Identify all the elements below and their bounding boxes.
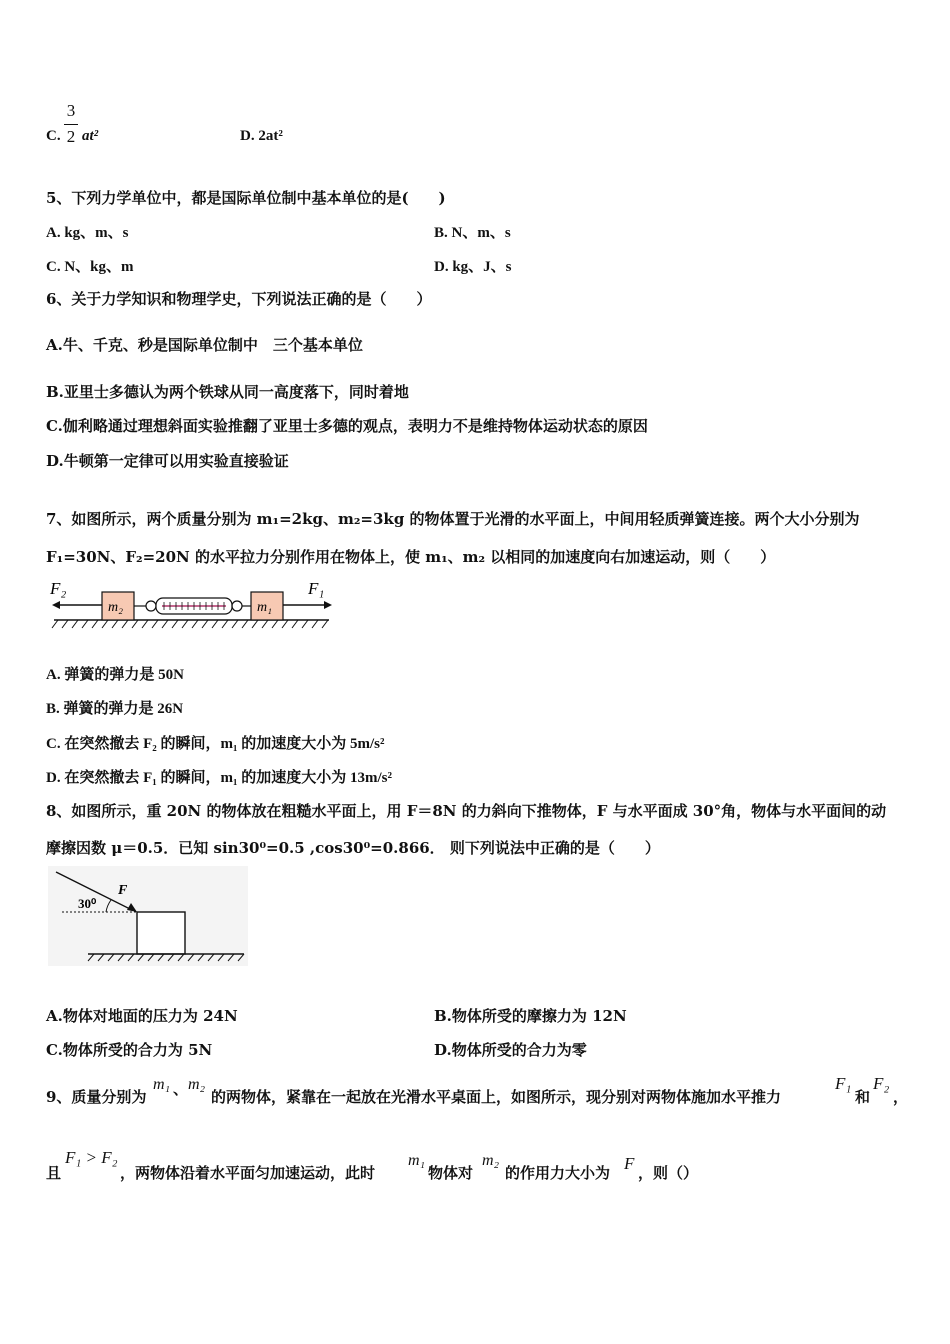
q7-spring-ring-right: [232, 601, 242, 611]
q7-spring-ring-left: [146, 601, 156, 611]
q8-stem-line1: 8、如图所示，重 20N 的物体放在粗糙水平面上，用 F＝8N 的力斜向下推物体，F 与水平面成 30°角，物体与水平面间的动: [46, 802, 887, 820]
q7-option-d: D. 在突然撤去 F₁ 的瞬间，m₁ 的加速度大小为 13m/s²: [46, 770, 392, 786]
q6-stem: 6、关于力学知识和物理学史，下列说法正确的是（ ）: [46, 290, 432, 308]
q4-option-c-denominator: 2: [66, 127, 76, 146]
q8-f-label: F: [118, 883, 128, 898]
q4-option-d: D. 2at²: [240, 128, 283, 144]
q9-m1: m₁: [153, 1076, 171, 1093]
q9-comma: ，: [893, 1088, 909, 1106]
q5-option-c: C. N、kg、m: [46, 259, 134, 275]
q4-option-c-expr: at²: [82, 128, 99, 144]
q5-option-b: B. N、m、s: [434, 225, 511, 241]
q9-line2-middle: ，两物体沿着水平面匀加速运动，此时: [120, 1164, 376, 1182]
q8-option-b: B.物体所受的摩擦力为 12N: [434, 1007, 627, 1025]
q4-fraction-bar: [64, 124, 78, 125]
q9-and: 和: [855, 1088, 871, 1106]
q8-option-d: D.物体所受的合力为零: [434, 1041, 587, 1059]
q7-figure: [44, 574, 334, 634]
q7-f2-arrowhead: [52, 601, 60, 609]
q9-line1-middle: 的两物体，紧靠在一起放在光滑水平桌面上，如图所示，现分别对两物体施加水平推力: [211, 1088, 782, 1106]
q7-f1-arrowhead: [324, 601, 332, 609]
q5-option-a: A. kg、m、s: [46, 225, 129, 241]
q8-block: [137, 912, 185, 954]
q9-line2-end: ，则（）: [638, 1164, 699, 1182]
q7-option-c: C. 在突然撤去 F₂ 的瞬间，m₁ 的加速度大小为 5m/s²: [46, 736, 385, 752]
q8-figure: [48, 866, 248, 966]
q4-option-c-numerator: 3: [66, 101, 76, 120]
q9-F2: F₂: [873, 1074, 890, 1093]
q9-F: F: [624, 1154, 635, 1173]
q7-stem-line2: F₁=30N、F₂=20N 的水平拉力分别作用在物体上，使 m₁、m₂ 以相同的加速度向右加速运动，则（ ）: [46, 548, 776, 566]
q9-m2: m₂: [188, 1076, 206, 1093]
q9-separator: 、: [173, 1080, 189, 1098]
q6-option-d: D.牛顿第一定律可以用实验直接验证: [46, 452, 289, 470]
q6-option-a: A.牛、千克、秒是国际单位制中 三个基本单位: [46, 336, 363, 354]
q7-m1-label: m₁: [257, 600, 272, 615]
q9-line2-start: 且: [46, 1164, 62, 1182]
q9-line2-object: 物体对: [428, 1164, 474, 1182]
q7-m2-label: m₂: [108, 600, 123, 615]
q7-stem-line1: 7、如图所示，两个质量分别为 m₁=2kg、m₂=3kg 的物体置于光滑的水平面上，中间用轻质弹簧连接。两个大小分别为: [46, 510, 860, 528]
q4-option-c-label: C.: [46, 128, 61, 144]
q7-f1-label: F₁: [308, 579, 325, 598]
q7-f2-label: F₂: [50, 579, 67, 598]
q9-m1-second: m₁: [408, 1152, 426, 1169]
q6-option-b: B.亚里士多德认为两个铁球从同一高度落下，同时着地: [46, 383, 409, 401]
q9-condition: F₁ > F₂: [65, 1148, 118, 1167]
q9-F1: F₁: [835, 1074, 852, 1093]
q5-stem: 5、下列力学单位中，都是国际单位制中基本单位的是( ): [46, 189, 446, 207]
q5-option-d: D. kg、J、s: [434, 259, 512, 275]
q9-m2-second: m₂: [482, 1152, 500, 1169]
q7-option-a: A. 弹簧的弹力是 50N: [46, 667, 184, 683]
q8-stem-line2: 摩擦因数 μ＝0.5．已知 sin30⁰=0.5 ,cos30⁰=0.866． 则下列说法中正确的是（ ）: [46, 839, 660, 857]
q7-option-b: B. 弹簧的弹力是 26N: [46, 701, 184, 717]
q6-option-c: C.伽利略通过理想斜面实验推翻了亚里士多德的观点，表明力不是维持物体运动状态的原因: [46, 417, 648, 435]
q8-option-a: A.物体对地面的压力为 24N: [46, 1007, 238, 1025]
q9-line2-force: 的作用力大小为: [505, 1164, 611, 1182]
q8-option-c: C.物体所受的合力为 5N: [46, 1041, 213, 1059]
q8-angle-label: 30⁰: [78, 896, 97, 911]
q7-ground-hatch: [52, 620, 328, 628]
q9-line1-start: 9、质量分别为: [46, 1088, 147, 1106]
